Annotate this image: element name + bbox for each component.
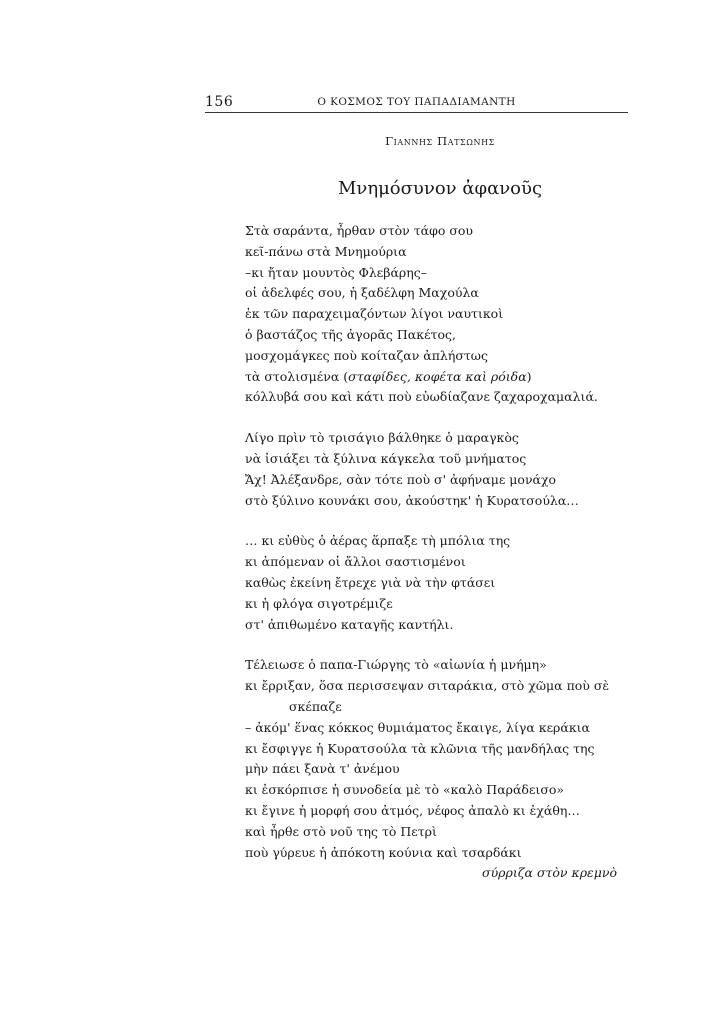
page-number: 156 <box>205 94 234 110</box>
poem-line: Ἄχ! Ἀλέξανδρε, σὰν τότε ποὺ σ' ἀφήναμε μονάχο <box>245 471 557 487</box>
poem-line: κι ἡ φλόγα σιγοτρέμιζε <box>245 595 393 611</box>
poem-line-start: τὰ στολισμένα ( <box>245 368 349 384</box>
stanza-1 <box>245 221 645 408</box>
poem-line: κι ἐσκόρπισε ἡ συνοδεία μὲ τὸ «καλὸ Παράδεισο» <box>245 782 565 798</box>
poem-line: κι ἔσφιγγε ἡ Κυρατσούλα τὰ κλῶνια τῆς μανδήλας της <box>245 740 595 756</box>
poem-line: –κι ἤταν μουντὸς Φλεβάρης– <box>245 264 428 280</box>
poem-line: Τέλειωσε ὁ παπα-Γιώργης τὸ «αἰωνία ἡ μνήμη» <box>245 657 547 673</box>
poem-line-continuation: σκέπαζε <box>289 698 342 714</box>
poem-author: Γιαννης Πατσωνης <box>385 134 495 148</box>
poem-line: ὁ βαστάζος τῆς ἀγορᾶς Πακέτος, <box>245 326 456 342</box>
poem-line: Στὰ σαράντα, ἦρθαν στὸν τάφο σου <box>245 223 474 238</box>
poem-line: κι ἔγινε ἡ μορφή σου ἀτμός, νέφος ἀπαλὸ κι ἐχάθη… <box>245 802 580 818</box>
poem-line: στὸ ξύλινο κουνάκι σου, ἀκούστηκ' ἡ Κυρατσούλα… <box>245 492 579 508</box>
poem-line: μοσχομάγκες ποὺ κοίταζαν ἀπλήστως <box>245 347 488 363</box>
poem-line: καὶ ἦρθε στὸ νοῦ της τὸ Πετρὶ <box>245 823 437 839</box>
poem-line: μὴν πάει ξανὰ τ' ἀνέμου <box>245 761 400 777</box>
poem-line: κι ἀπόμεναν οἱ ἄλλοι σαστισμένοι <box>245 554 466 570</box>
poem-body <box>245 221 645 904</box>
poem-line: οἱ ἀδελφές σου, ἡ ξαδέλφη Μαχούλα <box>245 285 479 301</box>
poem-line-end: ) <box>526 368 532 384</box>
poem-line: κεῖ-πάνω στὰ Μνημούρια <box>245 243 407 259</box>
poem-line: Λίγο πρὶν τὸ τρισάγιο βάλθηκε ὁ μαραγκὸς <box>245 430 519 446</box>
poem-line: νὰ ἰσιάξει τὰ ξύλινα κάγκελα τοῦ μνήματος <box>245 450 527 466</box>
poem-line: στ' ἀπιθωμένο καταγῆς καντήλι. <box>245 616 454 632</box>
poem-line: ἐκ τῶν παραχειμαζόντων λίγοι ναυτικοὶ <box>245 306 504 322</box>
poem-line: καθὼς ἐκείνη ἔτρεχε γιὰ νὰ τὴν φτάσει <box>245 574 496 590</box>
header-rule <box>205 112 628 113</box>
stanza-3 <box>245 531 645 635</box>
poem-line <box>245 367 645 388</box>
poem-line: κι ἔρριξαν, ὅσα περισσεψαν σιταράκια, στὸ χῶμα ποὺ σὲ <box>245 678 610 694</box>
poem-line-italic: σταφίδες, κοφέτα καὶ ρόιδα <box>348 368 527 384</box>
stanza-4 <box>245 655 645 884</box>
poem-line: … κι εὐθὺς ὁ ἀέρας ἅρπαξε τὴ μπόλια της <box>245 533 511 549</box>
poem-line: ποὺ γύρευε ἡ ἀπόκοτη κούνια καὶ τσαρδάκι <box>245 844 522 860</box>
poem-title: Μνημόσυνον ἀφανοῦς <box>337 178 543 199</box>
poem-line: – ἀκόμ' ἕνας κόκκος θυμιάματος ἔκαιγε, λίγα κεράκια <box>245 719 590 735</box>
poem-line: κόλλυβά σου καὶ κάτι ποὺ εὐωδίαζανε ζαχαροχαμαλιά. <box>245 389 598 405</box>
poem-line-dropped: σύρριζα στὸν κρεμνὸ <box>482 865 617 881</box>
stanza-2 <box>245 428 645 511</box>
running-head: Ο ΚΟΣΜΟΣ ΤΟΥ ΠΑΠΑΔΙΑΜΑΝΤΗ <box>317 96 516 108</box>
